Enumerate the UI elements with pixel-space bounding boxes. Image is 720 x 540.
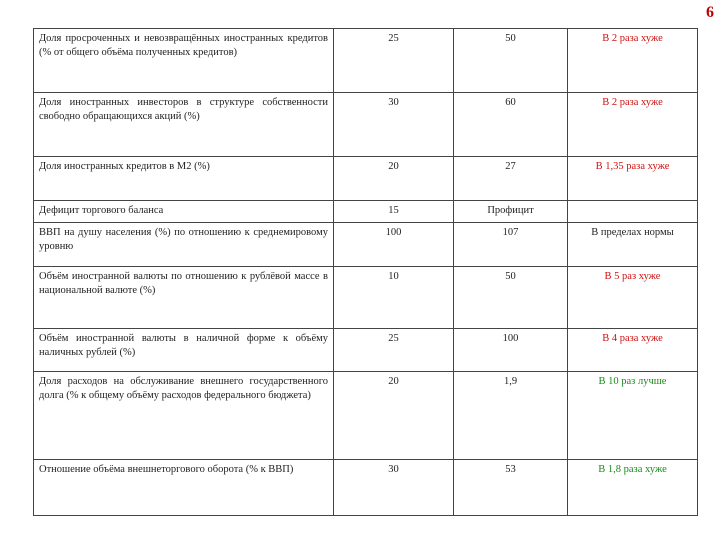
threshold-cell: 25 [334,29,454,93]
assessment-cell: В пределах нормы [568,223,698,267]
threshold-cell: 30 [334,460,454,516]
value-cell: 50 [454,29,568,93]
indicators-table [33,28,698,516]
assessment-cell: В 1,8 раза хуже [568,460,698,516]
indicator-cell: Доля иностранных кредитов в М2 (%) [34,157,334,201]
assessment-cell [568,201,698,223]
table-row [34,201,698,223]
table-row [34,267,698,329]
value-cell: 60 [454,93,568,157]
indicator-cell: Объём иностранной валюты по отношению к рублёвой массе в национальной валюте (%) [34,267,334,329]
table-row [34,372,698,460]
table-row [34,460,698,516]
indicator-cell: Доля иностранных инвесторов в структуре собственности свободно обращающихся акций (%) [34,93,334,157]
value-cell: Профицит [454,201,568,223]
page-number: 6 [706,4,714,21]
indicator-cell: Доля расходов на обслуживание внешнего государственного долга (% к общему объёму расходов федерального бюджета) [34,372,334,460]
indicator-cell: ВВП на душу населения (%) по отношению к среднемировому уровню [34,223,334,267]
value-cell: 100 [454,329,568,372]
assessment-cell: В 10 раз лучше [568,372,698,460]
threshold-cell: 20 [334,372,454,460]
value-cell: 107 [454,223,568,267]
table-row [34,223,698,267]
assessment-cell: В 2 раза хуже [568,93,698,157]
assessment-cell: В 2 раза хуже [568,29,698,93]
value-cell: 53 [454,460,568,516]
assessment-cell: В 5 раз хуже [568,267,698,329]
threshold-cell: 20 [334,157,454,201]
value-cell: 50 [454,267,568,329]
indicator-cell: Объём иностранной валюты в наличной форме к объёму наличных рублей (%) [34,329,334,372]
indicator-cell: Дефицит торгового баланса [34,201,334,223]
table-row [34,93,698,157]
indicator-cell: Доля просроченных и невозвращённых иностранных кредитов (% от общего объёма полученных кредитов) [34,29,334,93]
table-row [34,329,698,372]
indicator-cell: Отношение объёма внешнеторгового оборота (% к ВВП) [34,460,334,516]
threshold-cell: 25 [334,329,454,372]
value-cell: 1,9 [454,372,568,460]
table-row [34,29,698,93]
threshold-cell: 100 [334,223,454,267]
table-row [34,157,698,201]
value-cell: 27 [454,157,568,201]
assessment-cell: В 4 раза хуже [568,329,698,372]
threshold-cell: 30 [334,93,454,157]
threshold-cell: 15 [334,201,454,223]
threshold-cell: 10 [334,267,454,329]
assessment-cell: В 1,35 раза хуже [568,157,698,201]
